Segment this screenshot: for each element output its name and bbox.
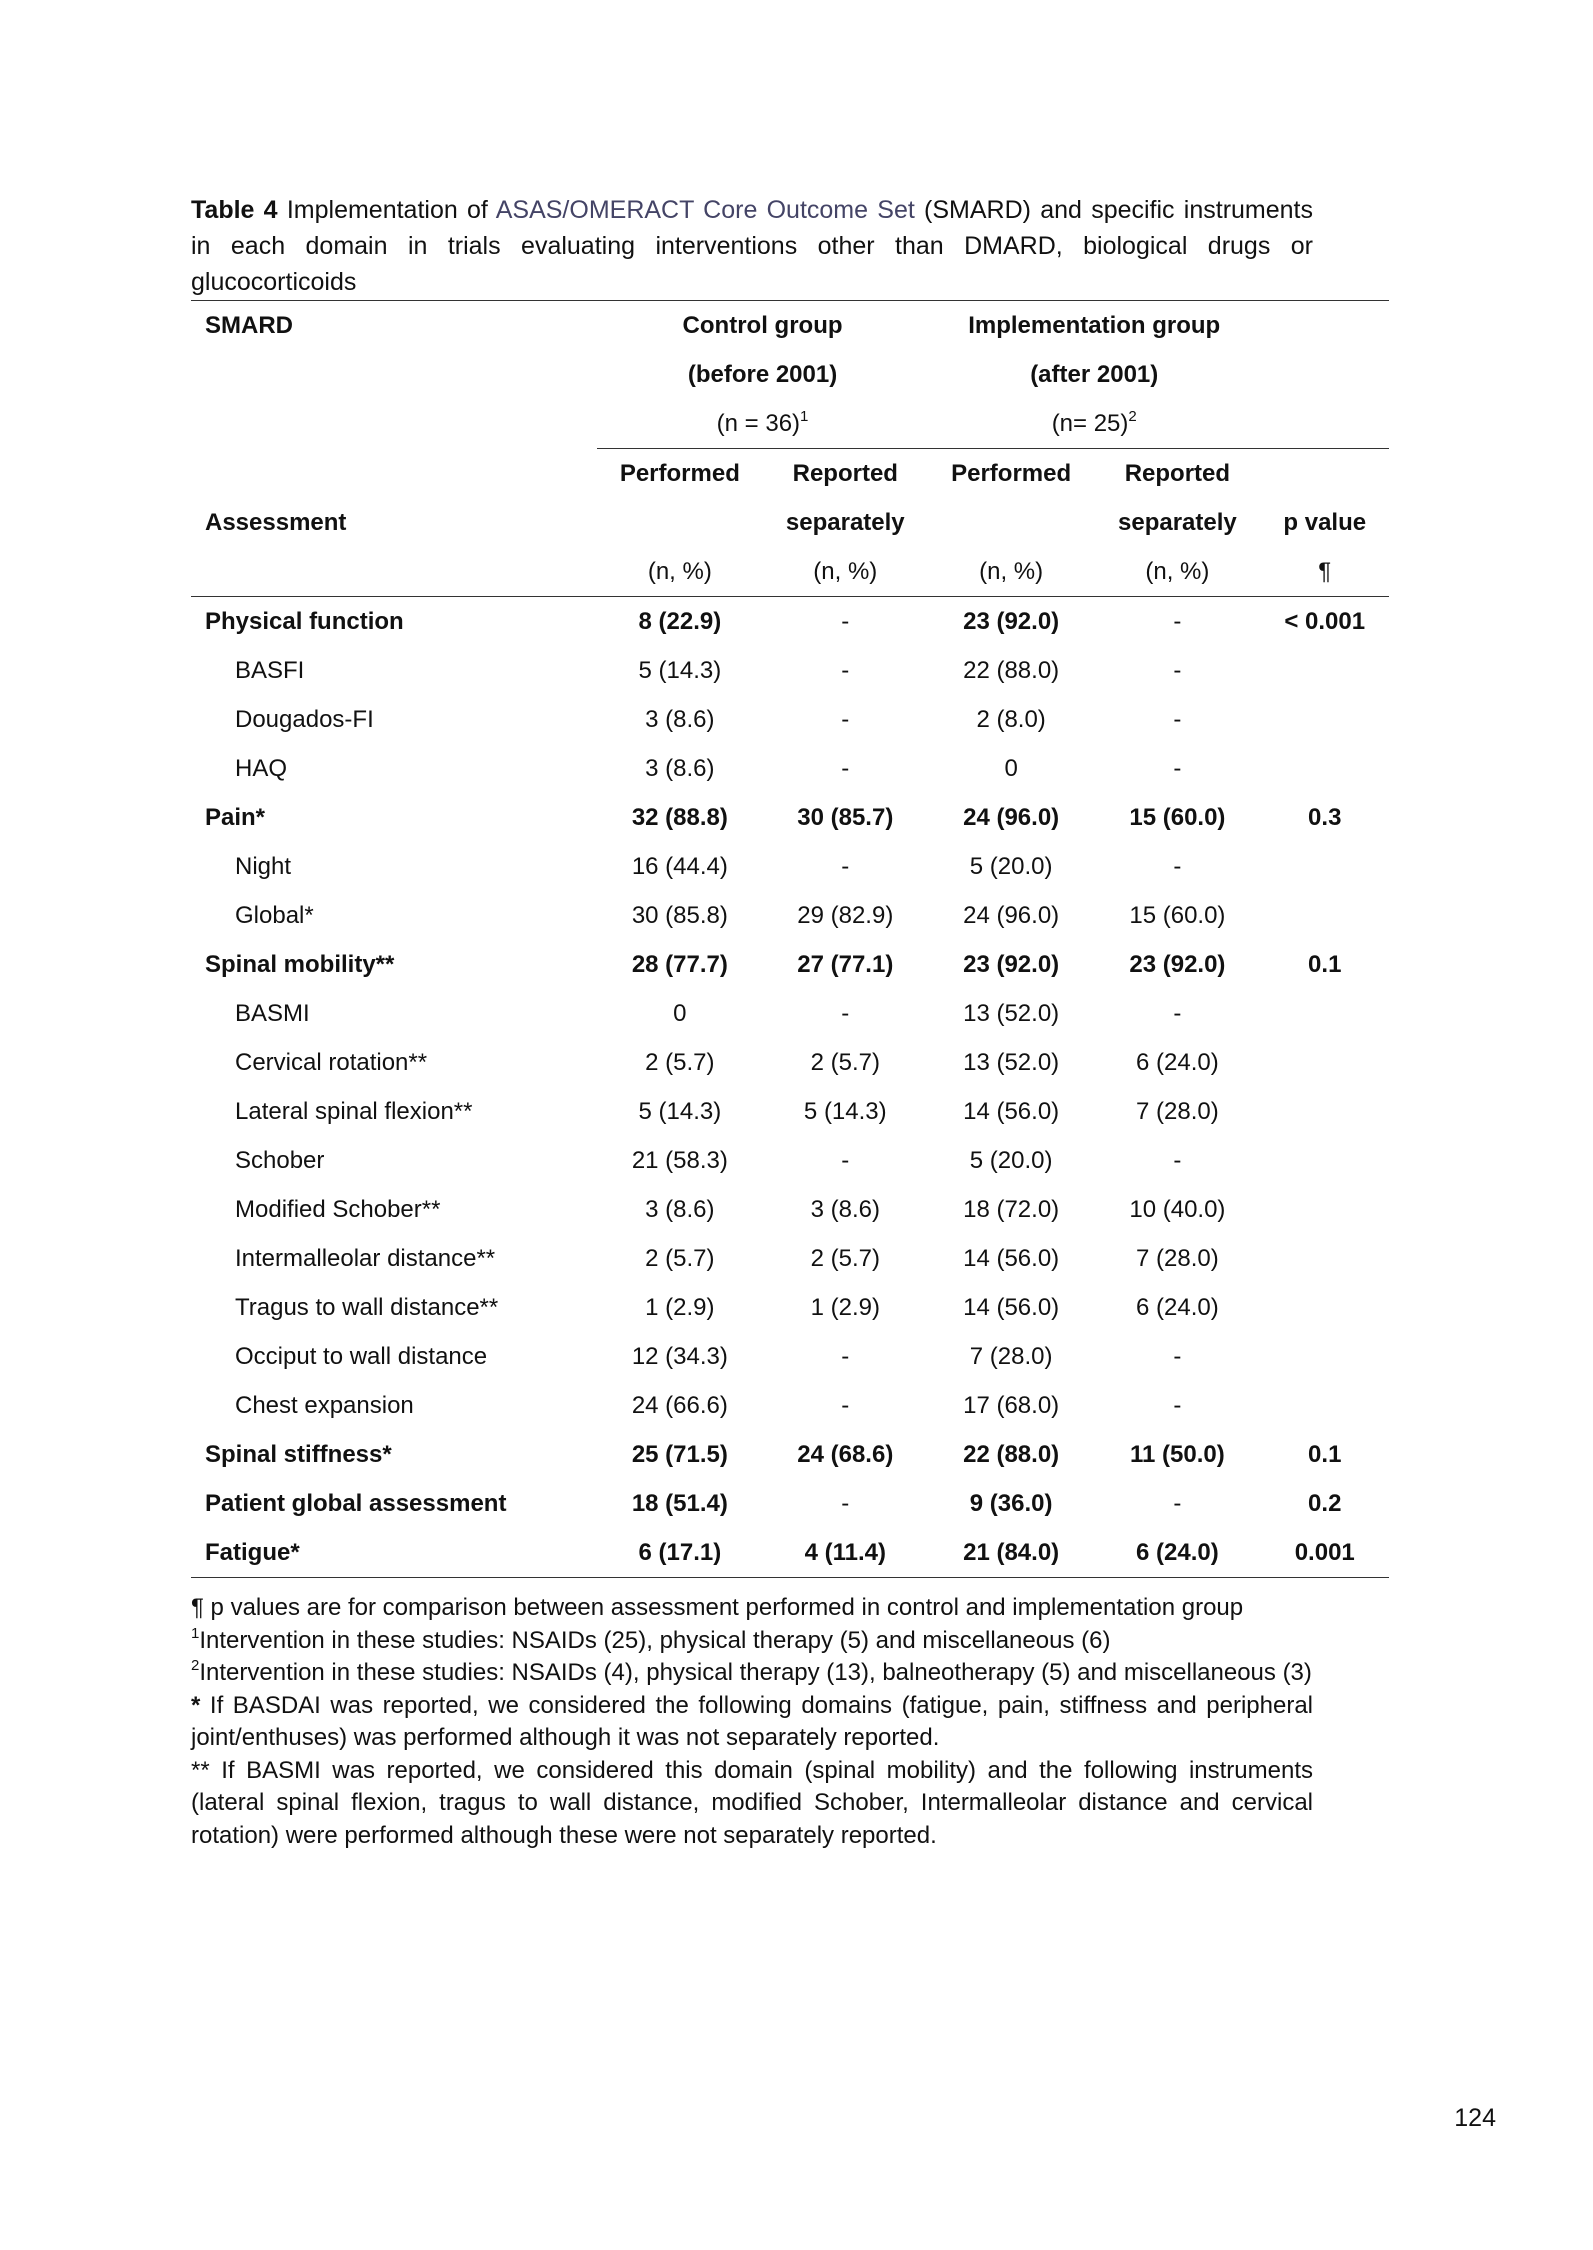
header-impl-period: (after 2001) (1030, 360, 1159, 388)
table-row: Chest expansion 24 (66.6) - 17 (68.0) - (235, 1391, 1182, 1419)
header-row-5 (191, 498, 1389, 547)
header-impl-reported: Reported (1124, 459, 1231, 487)
results-table (191, 300, 1389, 1578)
header-row-3 (191, 399, 1389, 449)
header-control-period: (before 2001) (687, 360, 838, 388)
page-number: 124 (1454, 2104, 1496, 2132)
header-impl-rep-unit: (n, %) (1094, 547, 1260, 597)
table-row: Spinal stiffness* 25 (71.5) 24 (68.6) 22 (88.0) 11 (50.0) 0.1 (205, 1440, 1342, 1468)
header-impl-group: Implementation group (928, 301, 1261, 351)
header-pilcrow: ¶ (1260, 547, 1389, 597)
table-row: Night 16 (44.4) - 5 (20.0) - (235, 852, 1182, 880)
header-row-1 (191, 301, 1389, 351)
header-smard: SMARD (191, 301, 597, 351)
footnote-star: * If BASDAI was reported, we considered the following domains (fatigue, pain, stiffness and peripheral joint/enthuses) was performed although it was not separately reported. (191, 1691, 1313, 1751)
header-row-2 (191, 350, 1389, 399)
table-row: Fatigue* 6 (17.1) 4 (11.4) 21 (84.0) 6 (24.0) 0.001 (191, 1528, 1389, 1578)
table-row: Dougados-FI 3 (8.6) - 2 (8.0) - (235, 705, 1182, 733)
table-row: Tragus to wall distance** 1 (2.9) 1 (2.9) 14 (56.0) 6 (24.0) (235, 1293, 1219, 1321)
header-control-performed: Performed (619, 459, 740, 487)
header-p-value: p value (1283, 508, 1367, 536)
table-row: Intermalleolar distance** 2 (5.7) 2 (5.7) 14 (56.0) 7 (28.0) (235, 1244, 1219, 1272)
header-control-n: (n = 36)$^1$ (597, 399, 928, 449)
caption-highlight: ASAS/OMERACT Core Outcome Set (495, 196, 915, 224)
table-row: Cervical rotation** 2 (5.7) 2 (5.7) 13 (52.0) 6 (24.0) (235, 1048, 1219, 1076)
caption-text-before: Implementation of (277, 196, 496, 224)
header-control-group: Control group (597, 301, 928, 351)
header-row-6 (191, 547, 1389, 597)
table-footnotes (191, 1592, 1313, 1852)
table-row: Schober 21 (58.3) - 5 (20.0) - (235, 1146, 1182, 1174)
table-row: Spinal mobility** 28 (77.7) 27 (77.1) 23 (92.0) 23 (92.0) 0.1 (205, 950, 1342, 978)
table-row: Global* 30 (85.8) 29 (82.9) 24 (96.0) 15 (60.0) (235, 901, 1226, 929)
table-row: BASFI 5 (14.3) - 22 (88.0) - (235, 656, 1182, 684)
header-assessment: Assessment (205, 508, 347, 536)
footnote-double-star: ** If BASMI was reported, we considered this domain (spinal mobility) and the following instruments (lateral spinal flexion, tragus to wall distance, modified Schober, Intermalleolar distance and cervical rotation) were performed although these were not separately reported. (191, 1756, 1313, 1849)
header-row-4 (191, 449, 1389, 499)
table-caption (191, 192, 1313, 300)
table-row: Pain* 32 (88.8) 30 (85.7) 24 (96.0) 15 (60.0) 0.3 (205, 803, 1342, 831)
header-impl-separately: separately (1118, 508, 1237, 536)
header-control-reported: Reported (792, 459, 898, 487)
footnote-1: $^1$Intervention in these studies: NSAIDs (25), physical therapy (5) and miscellaneous (6) (191, 1624, 1111, 1654)
table-row: Patient global assessment 18 (51.4) - 9 (36.0) - 0.2 (205, 1489, 1342, 1517)
header-control-rep-unit: (n, %) (763, 547, 928, 597)
table-label: Table 4 (191, 196, 278, 224)
table-row: Occiput to wall distance 12 (34.3) - 7 (28.0) - (235, 1342, 1182, 1370)
table-row: Lateral spinal flexion** 5 (14.3) 5 (14.3) 14 (56.0) 7 (28.0) (235, 1097, 1219, 1125)
header-impl-perf-unit: (n, %) (928, 547, 1094, 597)
table-row: HAQ 3 (8.6) - 0 - (235, 754, 1182, 782)
header-control-separately: separately (785, 508, 905, 536)
caption-text-after: (SMARD) and specific instruments in each domain in trials evaluating interventions other than DMARD, biological drugs or glucocorticoids (191, 196, 1314, 296)
footnote-2: $^2$Intervention in these studies: NSAIDs (4), physical therapy (13), balneotherapy (5) and miscellaneous (3) (191, 1657, 1312, 1686)
table-row: Physical function 8 (22.9) - 23 (92.0) - < 0.001 (205, 607, 1366, 635)
header-control-perf-unit: (n, %) (597, 547, 763, 597)
header-impl-performed: Performed (951, 459, 1072, 487)
header-impl-n: (n= 25)$^2$ (928, 399, 1261, 449)
table-row: Modified Schober** 3 (8.6) 3 (8.6) 18 (72.0) 10 (40.0) (235, 1195, 1226, 1223)
footnote-pvalues: ¶ p values are for comparison between assessment performed in control and implementation group (191, 1594, 1244, 1621)
table-row: BASMI 0 - 13 (52.0) - (235, 999, 1182, 1027)
